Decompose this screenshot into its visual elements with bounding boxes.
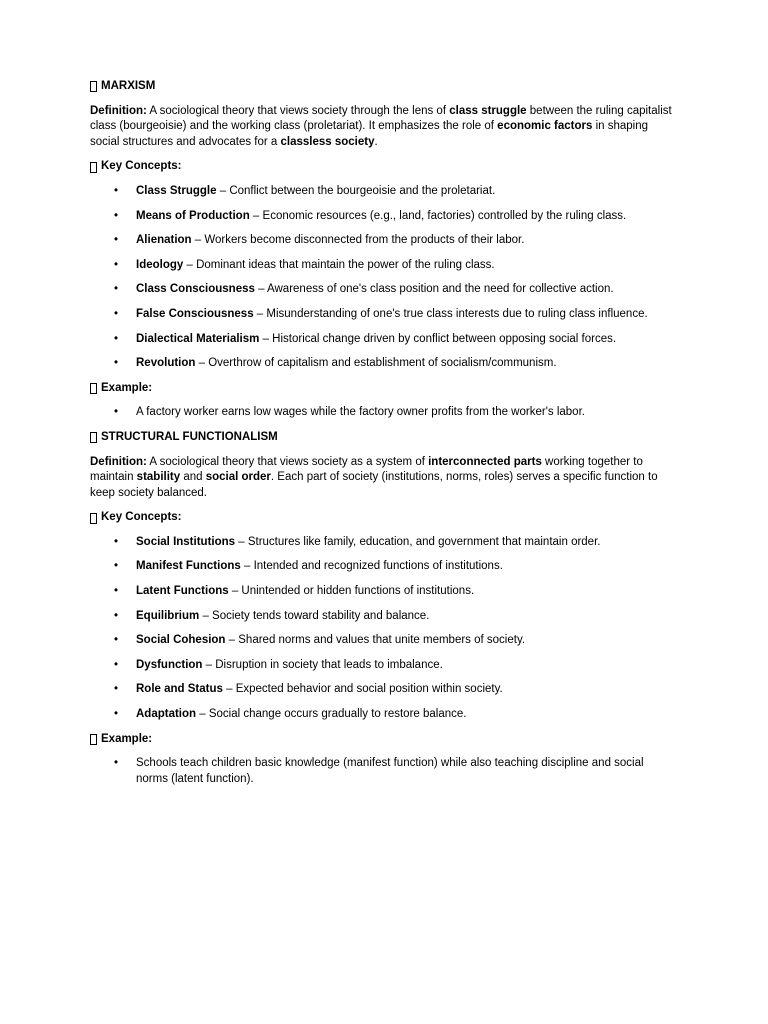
list-item [90, 633, 678, 649]
definition-text: A sociological theory that views society through the lens of [146, 104, 450, 117]
concept-description: – Expected behavior and social position within society. [222, 683, 503, 696]
list-item [90, 559, 678, 575]
missing-glyph-icon [90, 734, 97, 745]
concept-term: Class Struggle [136, 184, 217, 197]
list-item [90, 258, 678, 274]
concept-description: – Dominant ideas that maintain the power of the ruling class. [183, 258, 495, 271]
example-heading-text: Example: [101, 381, 153, 394]
list-item: • A factory worker earns low wages while the factory owner profits from the worker's labor. [90, 405, 678, 421]
list-item: • Schools teach children basic knowledge (manifest function) while also teaching discipline and social norms (latent function). [90, 756, 678, 787]
definition-text: . Each part of society (institutions, norms, roles) serves a specific function to keep society balanced. [90, 471, 658, 499]
list-item [90, 707, 678, 723]
missing-glyph-icon [90, 162, 97, 173]
key-concepts-heading [90, 510, 678, 526]
concept-term: False Consciousness [136, 307, 254, 320]
key-concepts-heading-text: Key Concepts: [101, 511, 182, 524]
section-title [90, 430, 678, 446]
list-item [90, 332, 678, 348]
concept-term: Ideology [136, 258, 184, 271]
concept-description: – Awareness of one's class position and the need for collective action. [254, 283, 614, 296]
definition-text: in shaping social structures and advocates for a [90, 120, 649, 148]
concept-term: Latent Functions [136, 585, 229, 598]
definition-emphasis: classless society [280, 135, 375, 148]
concept-description: – Social change occurs gradually to restore balance. [196, 708, 467, 721]
concept-description: – Historical change driven by conflict between opposing social forces. [259, 332, 617, 345]
definition-emphasis: interconnected parts [428, 455, 542, 468]
section-title-text: MARXISM [101, 80, 156, 92]
list-item [90, 535, 678, 551]
definition-paragraph [90, 104, 678, 151]
definition-text: A sociological theory that views society as a system of [146, 455, 429, 468]
example-heading [90, 732, 678, 748]
concept-description: – Economic resources (e.g., land, factories) controlled by the ruling class. [249, 209, 627, 222]
section-title-text: STRUCTURAL FUNCTIONALISM [101, 430, 278, 443]
concept-description: – Overthrow of capitalism and establishment of socialism/communism. [195, 357, 557, 370]
list-item [90, 307, 678, 323]
key-concepts-list [90, 535, 678, 723]
missing-glyph-icon [90, 383, 97, 394]
concept-term: Manifest Functions [136, 560, 241, 573]
definition-label: Definition: [90, 455, 147, 468]
concept-term: Dysfunction [136, 658, 203, 671]
example-list [90, 756, 678, 787]
concept-term: Means of Production [136, 209, 250, 222]
definition-paragraph [90, 455, 678, 502]
missing-glyph-icon [90, 81, 97, 92]
list-item [90, 184, 678, 200]
list-item [90, 609, 678, 625]
example-list [90, 405, 678, 421]
document-content [90, 79, 678, 787]
key-concepts-list [90, 184, 678, 372]
missing-glyph-icon [90, 513, 97, 524]
concept-term: Adaptation [136, 708, 197, 721]
concept-term: Social Institutions [136, 535, 236, 548]
concept-description: – Disruption in society that leads to imbalance. [202, 658, 443, 671]
section-title [90, 79, 678, 95]
example-heading [90, 381, 678, 397]
definition-emphasis: economic factors [497, 120, 593, 133]
example-heading-text: Example: [101, 732, 153, 745]
concept-term: Social Cohesion [136, 634, 226, 647]
concept-term: Role and Status [136, 683, 223, 696]
definition-text: and [180, 471, 206, 484]
key-concepts-heading [90, 159, 678, 175]
concept-term: Dialectical Materialism [136, 332, 260, 345]
definition-text: working together to maintain [90, 455, 643, 484]
concept-description: – Structures like family, education, and government that maintain order. [235, 535, 601, 548]
missing-glyph-icon [90, 432, 97, 443]
definition-emphasis: stability [136, 471, 181, 484]
definition-label: Definition: [90, 104, 147, 117]
list-item [90, 682, 678, 698]
concept-description: – Intended and recognized functions of institutions. [240, 560, 503, 573]
concept-description: – Unintended or hidden functions of institutions. [228, 585, 475, 598]
list-item [90, 233, 678, 249]
concept-description: – Misunderstanding of one's true class interests due to ruling class influence. [253, 307, 648, 320]
definition-emphasis: class struggle [449, 104, 527, 117]
definition-text: . [374, 135, 378, 148]
concept-description: – Shared norms and values that unite members of society. [225, 634, 526, 647]
concept-description: – Society tends toward stability and balance. [199, 609, 430, 622]
definition-text: between the ruling capitalist class (bourgeoisie) and the working class (proletariat). It emphasizes the role of [90, 104, 672, 133]
list-item [90, 209, 678, 225]
list-item [90, 584, 678, 600]
concept-term: Alienation [136, 234, 192, 247]
concept-description: – Workers become disconnected from the products of their labor. [191, 234, 525, 247]
concept-term: Revolution [136, 357, 196, 370]
key-concepts-heading-text: Key Concepts: [101, 160, 182, 173]
list-item [90, 658, 678, 674]
concept-term: Class Consciousness [136, 283, 255, 296]
list-item [90, 282, 678, 298]
concept-description: – Conflict between the bourgeoisie and the proletariat. [216, 184, 496, 197]
list-item [90, 356, 678, 372]
definition-emphasis: social order [205, 471, 271, 484]
concept-term: Equilibrium [136, 609, 200, 622]
